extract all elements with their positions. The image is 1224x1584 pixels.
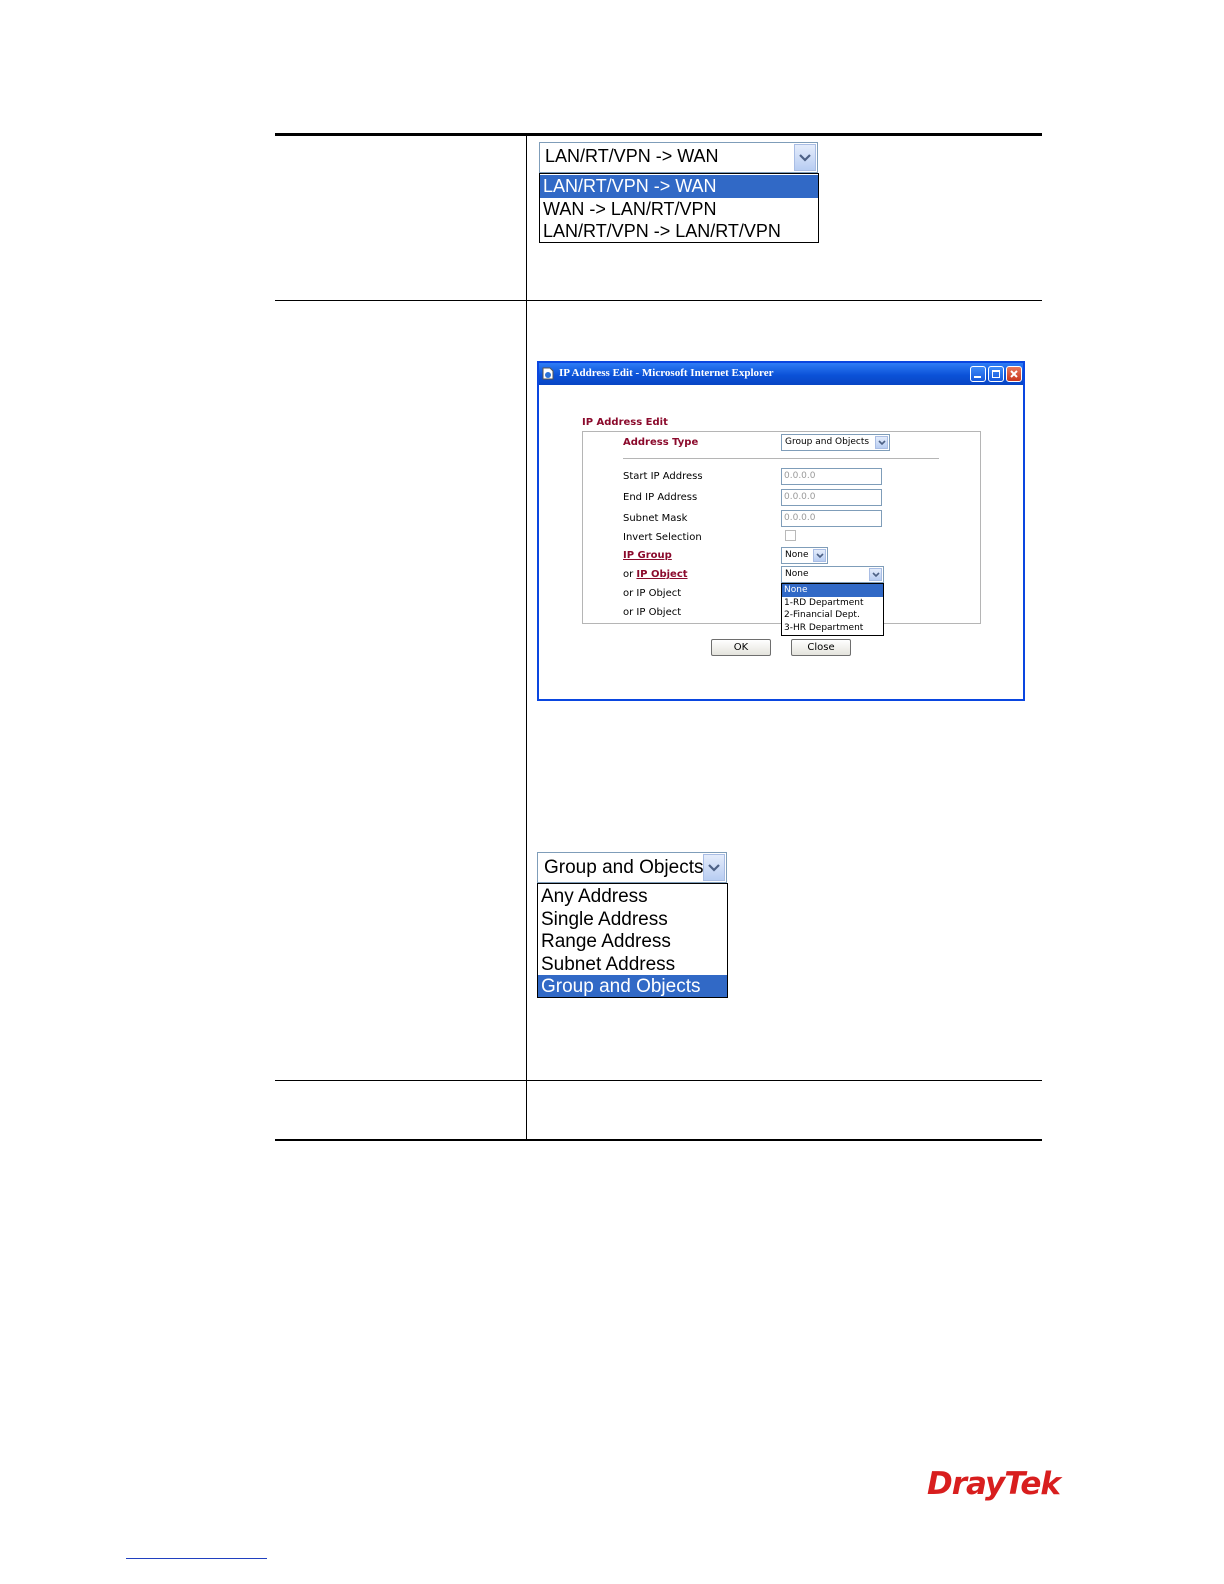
direction-options-list (539, 173, 819, 243)
chevron-down-icon[interactable] (869, 568, 882, 581)
ip-object-options-list (781, 583, 884, 636)
direction-option[interactable]: WAN -> LAN/RT/VPN (543, 199, 717, 219)
dialog-title-bar[interactable] (539, 363, 1023, 385)
ip-object-label-2: or IP Object (623, 588, 682, 599)
ip-object-option[interactable]: None (782, 584, 883, 597)
direction-option[interactable]: LAN/RT/VPN -> WAN (540, 175, 818, 198)
ip-object-label-3: or IP Object (623, 607, 682, 618)
direction-select-value: LAN/RT/VPN -> WAN (545, 146, 719, 166)
table-bottom-rule (275, 1139, 1042, 1141)
ok-button[interactable]: OK (711, 639, 771, 656)
divider (623, 458, 939, 459)
start-ip-label: Start IP Address (623, 471, 703, 482)
address-type-select[interactable]: Group and Objects (781, 434, 890, 451)
ip-group-link[interactable]: IP Group (623, 550, 672, 561)
subnet-mask-input[interactable]: 0.0.0.0 (781, 510, 882, 527)
address-type-option[interactable]: Single Address (541, 909, 668, 930)
subnet-mask-label: Subnet Mask (623, 513, 688, 524)
table-top-rule (275, 133, 1042, 136)
close-button[interactable]: Close (791, 639, 851, 656)
end-ip-input[interactable]: 0.0.0.0 (781, 489, 882, 506)
ip-object-option[interactable]: 1-RD Department (784, 597, 864, 608)
table-column-divider (526, 135, 527, 1140)
direction-option[interactable]: LAN/RT/VPN -> LAN/RT/VPN (543, 221, 781, 241)
ip-object-row-label: or IP Object (623, 569, 688, 580)
address-type-options-list (537, 883, 728, 998)
address-type-option[interactable]: Any Address (541, 886, 648, 907)
ip-object-option[interactable]: 3-HR Department (784, 622, 864, 633)
direction-select[interactable] (539, 142, 818, 173)
address-type-large-value: Group and Objects (544, 857, 704, 878)
chevron-down-icon[interactable] (794, 144, 816, 171)
dialog-heading: IP Address Edit (582, 417, 668, 428)
address-type-large-select[interactable] (537, 852, 727, 883)
address-type-option[interactable]: Group and Objects (538, 975, 727, 997)
chevron-down-icon[interactable] (875, 436, 888, 449)
chevron-down-icon[interactable] (813, 549, 826, 562)
ip-address-edit-dialog (537, 361, 1025, 701)
chevron-down-icon[interactable] (703, 854, 725, 881)
maximize-icon[interactable] (988, 366, 1004, 382)
address-type-option[interactable]: Subnet Address (541, 954, 676, 975)
dialog-window-title: IP Address Edit - Microsoft Internet Explorer (559, 367, 774, 379)
ip-object-option[interactable]: 2-Financial Dept. (784, 610, 860, 620)
table-row-divider (275, 1080, 1042, 1081)
invert-selection-checkbox[interactable] (785, 530, 796, 541)
table-row-divider (275, 300, 1042, 301)
address-type-label: Address Type (623, 437, 699, 448)
address-type-option[interactable]: Range Address (541, 931, 671, 952)
ip-object-link[interactable]: IP Object (636, 569, 688, 580)
ip-object-select[interactable]: None (781, 566, 884, 583)
dialog-body (539, 385, 1023, 699)
close-icon[interactable] (1006, 366, 1022, 382)
footer-rule (126, 1558, 267, 1559)
draytek-logo: DrayTek (927, 1466, 1060, 1502)
end-ip-label: End IP Address (623, 492, 698, 503)
invert-selection-label: Invert Selection (623, 532, 702, 543)
start-ip-input[interactable]: 0.0.0.0 (781, 468, 882, 485)
document-icon (542, 367, 554, 380)
minimize-icon[interactable] (970, 366, 986, 382)
ip-group-select[interactable]: None (781, 547, 828, 564)
